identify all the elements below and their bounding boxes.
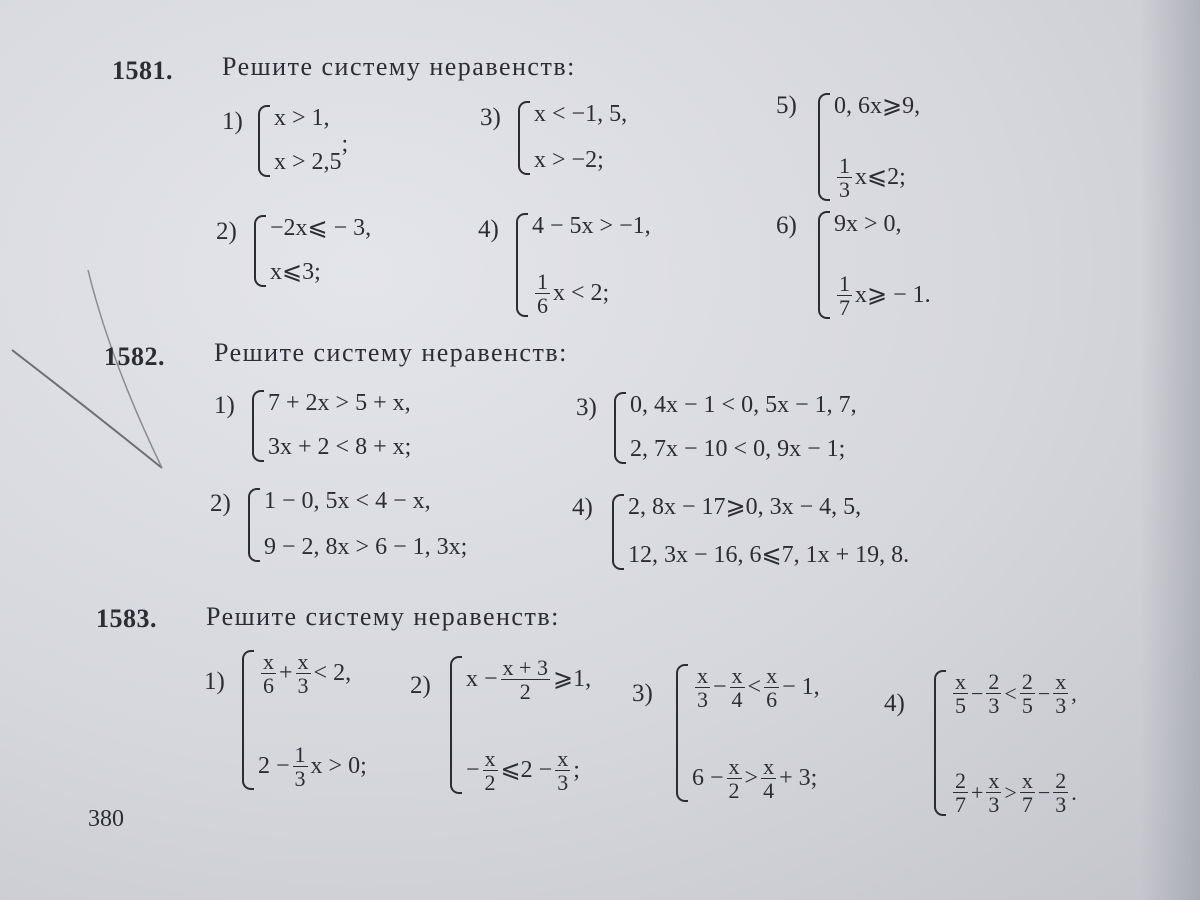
line-1: 7 + 2x > 5 + x,	[268, 390, 411, 416]
line-1: 2, 8x − 17⩾0, 3x − 4, 5,	[628, 494, 862, 520]
fraction: $\frac{x}{4}$	[731, 663, 743, 713]
operator: <	[1004, 680, 1017, 706]
operator: −	[713, 673, 727, 700]
problem-number-1582: 1582.	[104, 342, 165, 371]
problem-heading-1583: Решите систему неравенств:	[206, 602, 560, 631]
item-label-1581-3: 3)	[480, 104, 501, 131]
problem-number-1583: 1583.	[96, 604, 157, 633]
line-2: 2, 7x − 10 < 0, 9x − 1;	[630, 436, 846, 463]
system-1581-5	[818, 93, 920, 201]
system-1582-2	[248, 488, 467, 562]
system-1583-4	[934, 670, 1077, 816]
brace	[248, 488, 260, 562]
line-2: 12, 3x − 16, 6⩽7, 1x + 19, 8.	[628, 542, 910, 569]
page-spine-shadow	[1140, 0, 1200, 900]
item-label-1582-1: 1)	[214, 392, 235, 419]
line-2-end: ;	[573, 756, 580, 783]
fraction: $\frac{x}{3}$	[297, 649, 309, 699]
system-1582-4	[612, 494, 909, 570]
line-1-end: ,	[1071, 680, 1077, 706]
fraction: 2 5	[1021, 669, 1033, 719]
line-1: 1 − 0, 5x < 4 − x,	[264, 488, 431, 514]
fraction: 1 6	[537, 268, 548, 318]
line-2-rest: x < 2;	[553, 279, 610, 306]
line-2-start: 6 −	[692, 764, 724, 791]
line-2-end: .	[1071, 779, 1077, 805]
problem-heading-1582: Решите систему неравенств:	[214, 338, 568, 367]
fraction: $\frac{x}{2}$	[728, 753, 740, 803]
operator: −	[971, 680, 984, 706]
line-1: x < −1, 5,	[534, 101, 628, 127]
line-2-rest: x⩽2;	[855, 163, 906, 190]
item-label-1581-4: 4)	[478, 216, 499, 243]
operator: >	[1004, 779, 1017, 805]
fraction: $\frac{x}{2}$	[484, 745, 496, 795]
item-label-1582-4: 4)	[572, 494, 593, 521]
brace	[676, 664, 688, 802]
item-label-1583-1: 1)	[204, 668, 225, 695]
brace	[934, 670, 946, 816]
system-1582-1	[252, 390, 411, 462]
fraction: x 6	[263, 649, 274, 699]
system-1582-3	[614, 392, 857, 464]
page-number: 380	[88, 806, 124, 832]
fraction: x 6	[766, 663, 778, 713]
line-2-middle: ⩽2 −	[500, 756, 553, 783]
line-2: x > 2,5	[274, 149, 342, 176]
line-1-start: x −	[466, 665, 498, 692]
operator: <	[747, 673, 762, 700]
line-2: 9 − 2, 8x > 6 − 1, 3x;	[264, 534, 468, 561]
operator: −	[1037, 680, 1051, 706]
fraction: $\frac{x}{3}$	[988, 767, 1000, 817]
fraction: $\frac{x}{3}$	[557, 745, 569, 795]
fraction: 1 3	[839, 152, 850, 202]
fraction: x 4	[763, 753, 775, 803]
line-1: 9x > 0,	[834, 211, 902, 237]
item-label-1583-3: 3)	[632, 680, 653, 707]
brace	[516, 213, 528, 317]
fraction: $\frac{x}{3}$	[1055, 669, 1067, 719]
item-label-1581-1: 1)	[222, 108, 243, 135]
line-1: 4 − 5x > −1,	[532, 213, 651, 239]
operator: +	[279, 659, 293, 686]
brace	[818, 93, 830, 201]
fraction: $\frac{1}{3}$	[294, 741, 306, 791]
line-2-rest: x > 0;	[310, 752, 367, 779]
fraction: 1 7	[839, 270, 850, 320]
fraction: $\frac{2}{3}$	[988, 669, 1000, 719]
item-label-1583-4: 4)	[884, 690, 905, 717]
line-1: x > 1,	[274, 105, 330, 131]
operator: >	[744, 764, 759, 791]
brace	[612, 494, 624, 570]
system-1581-3	[518, 101, 627, 175]
line-2: x⩽3;	[270, 259, 321, 286]
operator: −	[1037, 779, 1051, 805]
fraction: 2 7	[955, 767, 966, 817]
brace	[614, 392, 626, 464]
fraction: x 5	[955, 669, 966, 719]
system-1581-6	[818, 211, 931, 319]
system-1583-3	[676, 664, 820, 802]
brace	[254, 215, 266, 287]
line-2-rest: x⩾ − 1.	[855, 281, 931, 308]
line-1: 0, 6x⩾9,	[834, 93, 921, 119]
line-2-start: 2 −	[258, 752, 290, 779]
system-1583-2	[450, 656, 591, 794]
fraction: $\frac{x + 3}{2}$	[502, 655, 548, 705]
fraction: $\frac{2}{3}$	[1055, 767, 1067, 817]
line-1: −2x⩽ − 3,	[270, 215, 372, 241]
item-label-1581-6: 6)	[776, 212, 797, 239]
problem-number-1581: 1581.	[112, 56, 173, 85]
fraction: x 3	[697, 663, 708, 713]
line-2: x > −2;	[534, 147, 604, 174]
line-1: 0, 4x − 1 < 0, 5x − 1, 7,	[630, 392, 857, 418]
brace	[252, 390, 264, 462]
line-1-rest: < 2,	[313, 659, 352, 686]
system-1581-4	[516, 213, 651, 317]
brace	[450, 656, 462, 794]
line-2: 3x + 2 < 8 + x;	[268, 434, 412, 461]
item-label-1583-2: 2)	[410, 672, 431, 699]
brace	[258, 105, 270, 177]
brace	[242, 650, 254, 790]
item-label-1582-2: 2)	[210, 490, 231, 517]
trailing-semicolon: ;	[341, 131, 349, 158]
system-1581-1	[258, 105, 348, 177]
fraction: x 7	[1021, 767, 1033, 817]
brace	[518, 101, 530, 175]
line-2-end: + 3;	[779, 764, 818, 791]
system-1583-1	[242, 650, 367, 790]
line-1-rest: − 1,	[782, 673, 820, 700]
item-label-1582-3: 3)	[576, 394, 597, 421]
line-1-rest: ⩾1,	[552, 665, 592, 692]
item-label-1581-2: 2)	[216, 218, 237, 245]
system-1581-2	[254, 215, 371, 287]
operator: +	[971, 779, 984, 805]
brace	[818, 211, 830, 319]
line-2-start: −	[466, 756, 480, 783]
problem-heading-1581: Решите систему неравенств:	[222, 52, 576, 81]
item-label-1581-5: 5)	[776, 92, 797, 119]
